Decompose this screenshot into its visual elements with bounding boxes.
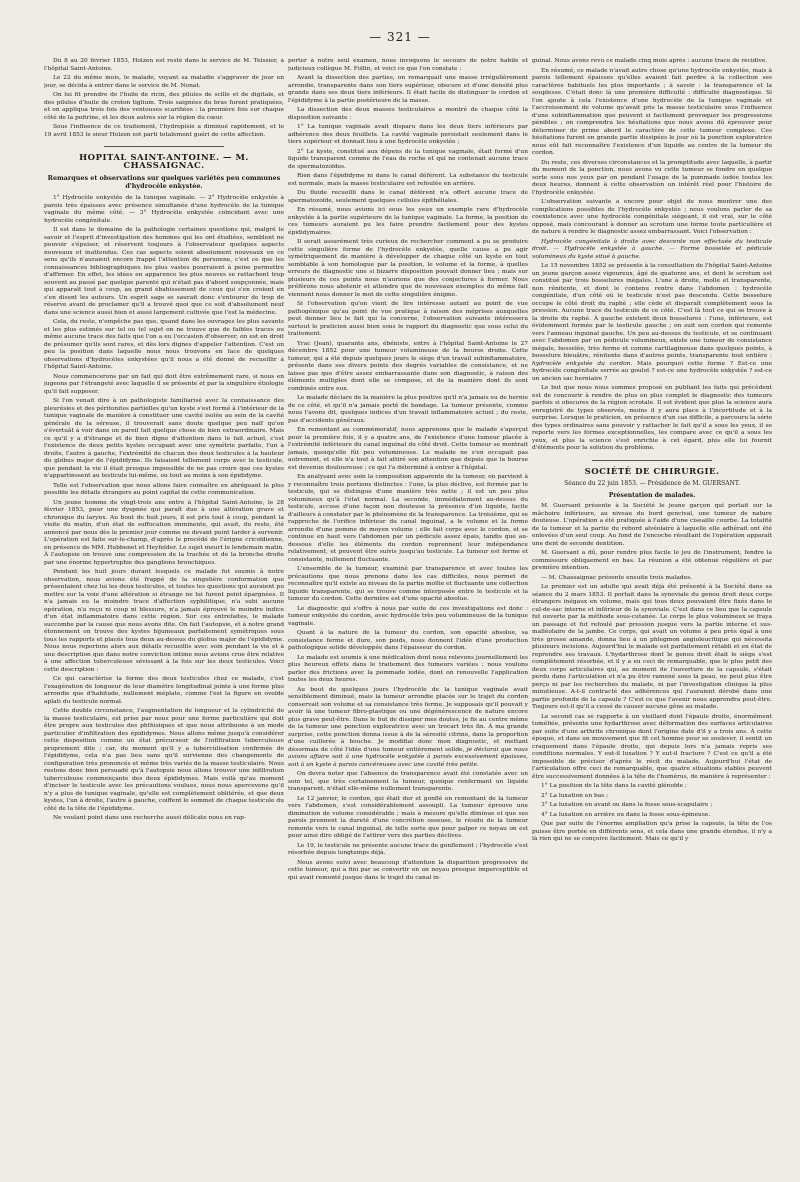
paragraph: Le premier est un adulte qui avait déjà été présenté à la Société dans sa séance du 2 mars 1853. Il portait dans la synoviale du genou droit deux corps étrangers inégaux en volume, mais qui tous deux pouvaient être fixés dans le cul-de-sac interne et inférieur de la synoviale. C'est dans ce lieu que la capsule fut ouverte par la méthode sous-cutanée. Le corps le plus volumineux se fraya un passage et fut refoulé par pression jusque vers la partie interne et sus-malléolaire de la jambe. Ce corps, qui avait un volume à peu près égal à une très grosse amande, donna lieu à un phlegmon angioleucitique qui nécessita plusieurs incisions. Aujourd'hui le malade est parfaitement rétabli et en état de reprendre ses travaux. L'hydarthrose dont le genou droit était le siège s'est complètement résorbée, et il y a eu ceci de remarquable, que le plus petit des deux corps articulaires qui, au moment de l'ouverture de la capsule, s'était perdu dans l'articulation et n'a pu être ramené sous la peau, ne peut plus être perçu ni par les recherches du malade, ni par l'investigation clinique la plus minutieuse. A-t-il contracté des adhérences qui l'auraient dérobé dans une partie profonde de la capsule ? C'est ce que l'avenir nous apprendra peut-être. Toujours est-il qu'il a cessé de causer aucune gêne au malade. <box>532 584 772 710</box>
paragraph: Un jeune homme de vingt-trois ans entre à l'hôpital Saint-Antoine, le 28 février 1853, pour une dyspnée qui paraît due à une altération grave et chronique du larynx. Au bout de huit jours, il est pris tout à coup, pendant la visite du matin, d'un état de suffocation imminente, qui avait, du reste, été annoncé par nous dès le premier jour comme ne devant point tarder à survenir. L'opération est faite sur-le-champ, d'après le procédé de l'érigne cricoïdienne, en présence de MM. Hubbenet et Heyfelder. Le sujet meurt le lendemain matin. À l'autopsie on trouve une compression de la trachée et de la bronche droite par une énorme hypertrophie des ganglions bronchiques. <box>44 499 284 566</box>
paragraph: Ce qui caractérise la forme des deux testicules chez ce malade, c'est l'exagération de longueur de leur diamètre longitudinal jointe à une forme plus arrondie que d'habitude, nullement méplate, comme l'est la figure en ovoïde aplati du testicule normal. <box>44 676 284 705</box>
paragraph: On lui fit prendre de l'huile de ricin, des pilules de scille et de digitale, et des pilules d'huile de croton tiglium. Trois saignées du bras furent pratiquées, et on appliqua trois fois des ventouses scarifiées : la première fois sur chaque côté de la poitrine, et les deux autres sur la région du cœur. <box>44 92 284 121</box>
paragraph: Du reste, ces diverses circonstances et la promptitude avec laquelle, à partir du moment de la ponction, nous avons vu cette tumeur se fondre en quelque sorte sous nos yeux par on pendant l'usage de la pommade iodée toutes les deux heures, donnent à cette observation un intérêt réel pour l'histoire de l'hydrocèle enkystée. <box>532 159 772 196</box>
paragraph: M. Guersant présente à la Société le jeune garçon qui portait sur la mâchoire inférieure, au niveau du bord gencival, une tumeur de nature douteuse. L'opération a été pratiquée à l'aide d'une ciseaille courbe. La totalité de la tumeur et la partie du rebord alvéolaire à laquelle elle adhérait ont été enlevées d'un seul coup. Au fond de l'encoche résultant de l'opération apparaît une dent de seconde dentition. <box>532 503 772 547</box>
list-item: 1° La position de la tête dans la cavité glénoïde ; <box>541 783 687 789</box>
paragraph: M. Guersant a dû, pour rendre plus facile le jeu de l'instrument, fendre la commissure obliquement en bas. La réunion a été obtenue régulière et par première intention. <box>532 550 772 571</box>
divider <box>104 146 224 147</box>
paragraph: Ne voulant point dans une recherche aussi délicate nous en rap- <box>53 815 246 821</box>
paragraph: L'observation suivante a encore pour objet de nous montrer une des complications possibles de l'hydrocèle enkystée ; nous voulons parler de sa coexistence avec une hydrocèle congénitale siégeant, il est vrai, sur le côté opposé, mais concourant à donner au scrotum une forme toute particulière et de nature à rendre le diagnostic assez embarrassant. Voici l'observation : <box>532 199 772 235</box>
paragraph: Si l'observation qu'on vient de lire intéresse autant au point de vue pathogénique qu'au point de vue pratique à raison des méprises auxquelles peut donner lieu le fait qui la concerne, l'observation suivante intéressera surtout le praticien aussi bien sous le rapport du diagnostic que sous celui du traitement. <box>288 301 528 337</box>
paragraph <box>288 687 528 770</box>
article-title: Remarques et observations sur quelques variétés peu communes d'hydrocèle enkystée. <box>47 174 281 190</box>
paragraph: guinal. Nous avons revu ce malade cinq mois après : aucune trace de récidive. <box>532 58 768 64</box>
paragraph <box>532 263 772 383</box>
paragraph: Cette double circonstance, l'augmentation de longueur et la cylindricité de la masse testiculaire, est prise par nous pour une forme particulière qui doit être propre aux testicules des phthisiques et que nous attribuons à un mode particulier d'infiltration des épididymes. Nous allons même jusqu'à considérer cette disposition comme un état précurseur de l'infiltration tuberculeuse proprement dite ; car, du moment qu'il y a tuberculisation confirmée de l'épididyme, cela n'a pas lieu sans qu'il survienne des changements de configuration très prononcés et même très variés de la masse testiculaire. Nous restons donc bien persuadé qu'à l'autopsie nous allons trouver une infiltration tuberculeuse commençante des deux épididymes. Mais voilà qu'au moment d'inciser le testicule avec les précautions voulues, nous nous apercevons qu'il n'y a plus de tunique vaginale, qu'elle est complètement oblitérée, et que deux kystes, l'un à droite, l'autre à gauche, coiffent le sommet de chaque testicule du côté de la tête de l'épididyme. <box>44 708 284 812</box>
paragraph: porter à notre seul examen, nous invoquons le secours de notre habile et judicieux collègue M. Follin, et voici ce que l'on constate : <box>288 58 528 72</box>
paragraph: En résumé, nous avions ici sous les yeux un exemple rare d'hydrocèle enkystée à la partie supérieure de la tunique vaginale. La forme, la position de ces tumeurs auraient pu les faire prendre facilement pour des kystes épididymaires. <box>288 207 528 236</box>
paragraph: Le 22 du même mois, le malade, voyant sa maladie s'aggraver de jour en jour, se décida à entrer dans le service de M. Nonat. <box>44 75 284 89</box>
subheading: Présentation de malades. <box>608 491 696 499</box>
paragraph: — M. Chassaignac présente ensuite trois malades. <box>541 574 693 581</box>
paragraph-text: Au bout de quelques jours l'hydrocèle de la tunique vaginale avait sensiblement diminué, mais la tumeur arrondie placée sur le trajet du cordon conservait son volume et sa consistance très ferme. Je supposais qu'il pouvait y avoir là une tumeur fibro-plastique ou une dégénérescence de nature encore plus grave peut-être. Dans le but de dissiper mes doutes, je fis au centre même de la tumeur une ponction exploratrice avec un trocart très fin. À ma grande surprise, cette ponction donna issue à de la sérosité citrine, dans la proportion d'une cuillerée à bouche. Je modifiai donc mon diagnostic, et mettant désormais de côté l'idée d'une tumeur entièrement solide, <box>288 686 528 753</box>
list-item: 3° La luxation en avant ou dans la fosse sous-scapulaire ; <box>541 802 713 808</box>
paragraph: 1° La tunique vaginale avait disparu dans les deux tiers inférieurs par adhérence des deux feuillets. La cavité vaginale persistait seulement dans le tiers supérieur et donnait lieu à une hydrocèle enkystée ; <box>288 124 528 145</box>
emphasis-text: hydrocèle enkystée du cordon. <box>532 360 633 367</box>
emphasis-text: je déclarai que nous avions affaire soit à une hydrocèle enkystée à parois excessivement épaisses, soit à un kyste à parois cancéreuses avec une cavité très petite. <box>288 746 528 768</box>
paragraph: Il serait assurément très curieux de rechercher comment a pu se produire cette singulière forme de l'hydrocèle enkystée, quelle cause a pu agir symétriquement de manière à développer de chaque côté un kyste en tout semblable à son homologue par la position, le volume et la forme, à quelles erreurs de diagnostic une si bizarre disposition pouvait donner lieu ; mais sur plusieurs de ces points nous n'aurions que des conjectures à former. Nous préférons nous abstenir et attendre que de nouveaux exemples du même fait viennent nous donner le mot de cette singulière énigme. <box>288 239 528 298</box>
column-left <box>44 58 284 1166</box>
paragraph: En résumé, ce malade n'avait autre chose qu'une hydrocèle enkystée, mais à parois tellement épaisses qu'elles avaient fait perdre à la collection ses caractères habituels les plus importants ; à savoir : la transparence et la souplesse. C'était donc là une première difficulté : difficulté diagnostique. Si l'on ajoute à cela l'existence d'une hydrocèle de la tunique vaginale et l'accroissement de volume qu'avait pris la masse testiculaire sous l'influence d'une subinflammation que peuvent si facilement provoquer les progressions pénibles ; on comprendra les hésitations que nous avons dû éprouver pour déterminer de prime abord le caractère de cette tumeur complexe. Ces hésitations furent en grande partie dissipées le jour où la ponction exploratrice nous eût fait reconnaître l'existence d'un liquide au centre de la tumeur du cordon. <box>532 67 772 156</box>
paragraph: Nous commencerons par un fait qui doit être extrêmement rare, si nous en jugeons par l'étrangeté avec laquelle il se présente et par la singulière étiologie qu'il fait supposer. <box>44 373 284 395</box>
paragraph: Telle est l'observation que nous allons faire connaître en abrégeant le plus possible les détails étrangers au point capital de cette communication. <box>44 482 284 496</box>
article-summary: 1° Hydrocèle enkystée de la tunique vaginale. — 2° Hydrocèle enkystée à parois très épaisses avec présence simultanée d'une hydrocèle de la tunique vaginale du même côté. — 3° Hydrocèle enkystée coïncidant avec une hydrocèle congénitale. <box>44 195 284 224</box>
paragraph: 2° Le kyste, constitué aux dépens de la tunique vaginale, était formé d'un liquide transparent comme de l'eau de roche et qui ne contenait aucune trace de spermatozoïdes. <box>288 148 528 170</box>
paragraph: Du fluide recueilli dans le canal déférent n'a offert aucune trace de spermatozoïde, seulement quelques cellules épithéliales. <box>288 190 528 204</box>
page-number: — 321 — <box>369 30 431 44</box>
paragraph: Le but que nous nous sommes proposé en publiant les faits qui précèdent est de concourir à rendre de plus en plus complet le diagnostic des tumeurs parfois si obscures de la région scrotale. Il est évident que plus la science aura enregistré de types observés, moins il y aura place à l'incertitude et à la surprise. Lorsque le praticien, en présence d'un cas difficile, a parcouru la série des types ordinaires sans pouvoir y rattacher le fait qu'il a sous les yeux, il se reporte vers les formes exceptionnelles, les compare avec ce qu'il a sous les yeux, et plus la science s'est enrichie à cet égard, plus elle lui fournit d'éléments pour la solution du problème. <box>532 385 772 451</box>
paragraph: Quant à la nature de la tumeur du cordon, son opacité absolue, sa consistance ferme et dure, son poids, nous donnent l'idée d'une production pathologique solide développée dans l'épaisseur du cordon. <box>288 630 528 651</box>
paragraph: Le malade est soumis à une médication dont nous relevons journellement les plus heureux effets dans le traitement des tumeurs variées : nous voulons parler des frictions avec la pommade iodée, dont on renouvelle l'application toutes les deux heures. <box>288 654 528 683</box>
paragraph: Avant la dissection des parties, on remarquait une masse irrégulièrement arrondie, transparente dans son tiers supérieur, obscure et d'une densité plus grande dans ses deux tiers inférieurs. Il était facile de distinguer le cordon et l'épididyme à la partie postérieure de la masse. <box>288 75 528 104</box>
paragraph: Si l'on venait dire à un pathologiste familiarisé avec la connaissance des pleurésies et des péritonites partielles qu'un kyste s'est formé à l'intérieur de la tunique vaginale de manière à constituer une cavité isolée au sein de la cavité générale de la séreuse, il trouverait sans doute quelque peu naïf qu'on s'évertuât à voir dans un pareil fait quelque chose de bien extraordinaire. Mais ce qu'il y a d'étrange et de bien digne d'attention dans le fait actuel, c'est l'existence de deux petits kystes occupant avec une symétrie parfaite, l'un à droite, l'autre à gauche, l'extrémité de chacun des deux testicules à la hauteur du globus major de l'épididyme. Ils faisaient tellement corps avec le testicule, que pendant la vie il était presque impossible de ne pas croire que ces kystes n'appartinssent au testicule lui-même, ou tout au moins à son épididyme. <box>44 398 284 479</box>
paragraph-text: Le 15 novembre 1852 se présente à la consultation de l'hôpital Saint-Antoine un jeune garçon assez vigoureux, âgé de quatorze ans, et dont le scrotum est constitué par trois bosselures inégales. L'une à droite, molle et transparente, non rénitente, et dont le contenu rentre dans l'abdomen : hydrocèle congénitale, d'un côté où le testicule n'est pas descendu. Cette bosselure occupe le côté droit du raphé ; elle cède et disparaît complètement sous la pression. Aucune trace du testicule de ce côté. C'est là tout ce qui se trouve à la droite du raphé. À gauche existent deux bosselures : l'une, inférieure, est évidemment formée par le testicule gauche ; on suit son cordon qui remonte vers l'anneau inguinal gauche. Un peu au-dessus du testicule, et se continuant avec l'abdomen par un pédicule volumineux, existe une tumeur de consistance inégale, bosselée, très ferme et comme cartilagineuse dans quelques points, à bosselure bleuâtre, rénitente dans d'autres points, transparente tout entière : <box>532 263 772 359</box>
case-title: Hydrocèle congénitale à droite avec descente non effectuée du testicule droit. — Hydrocèle enkystée à gauche. — Forme bosselée et pédicule volumineux du kyste situé à gauche. <box>532 238 772 260</box>
list-item: 2° La luxation en bas ; <box>541 792 609 799</box>
section-heading: SOCIÉTÉ DE CHIRURGIE. <box>584 466 720 477</box>
divider <box>592 460 712 461</box>
paragraph: Le 19, le testicule ne présente aucune trace de gonflement ; l'hydrocèle s'est résorbée depuis longtemps déjà. <box>288 842 528 856</box>
paragraph: Que par suite de l'énorme ampliation qu'a prise la capsule, la tête de l'os puisse être portée en différents sens, et cela dans une grande étendue, il n'y a là rien qui ne se conçoive facilement. Mais ce qu'il y <box>532 821 772 842</box>
paragraph: Le second cas se rapporte à un vieillard dont l'épaule droite, énormément tuméfiée, présente une hydarthrose avec déformation des surfaces articulaires par suite d'une arthrite chronique dont l'origine date d'il y a trois ans. À cette époque, et dans un mouvement que fit cet homme pour se soulever, il sentit un craquement dans l'épaule droite, qui depuis lors n'a jamais repris ses conditions normales. Y eut-il luxation ? Y eut-il fracture ? C'est ce qu'il a été impossible de préciser d'après le récit du malade. Aujourd'hui l'état de l'articulation offre ceci de remarquable, que quatre situations stables peuvent être successivement données à la tête de l'humérus, de manière à représenter : <box>532 713 772 780</box>
session-line: Séance du 22 juin 1853. — Présidence de M. GUERSANT. <box>564 480 740 487</box>
paragraph: La dissection des deux masses testiculaires a montré de chaque côté la disposition suivante : <box>288 107 528 121</box>
paragraph: L'ensemble de la tumeur, examiné par transparence et avec toutes les précautions que nous prenons dans les cas difficiles, nous permet de reconnaître qu'il existe au niveau de la partie mollie et fluctuante une collection liquide transparente, qui se trouve comme interposée entre le testicule et la tumeur du cordon. Cette dernière est d'une opacité absolue. <box>288 566 528 602</box>
paragraph: Le malade déclare de la manière la plus positive qu'il n'a jamais eu de hernie de ce côté, et qu'il n'a jamais porté de bandage. La tumeur présente, comme nous l'avons dit, quelques indices d'un travail inflammatoire actuel ; du reste, pas d'accidents généraux. <box>288 395 528 424</box>
paragraph: Pendant les huit jours durant lesquels ce malade fut soumis à notre observation, nous avions été frappé de la singulière conformation que présentaient chez lui les deux testicules, et toutes les questions qui auraient pu mettre sur la voie d'une altération si étrange ne lui furent point épargnées. Il n'a jamais eu la moindre trace d'affection syphilitique, n'a subi aucune opération, n'a reçu ni coup ni blessure, n'a jamais éprouvé le moindre indice d'un état inflammatoire dans cette région. Sur ces entrefaites, le malade succombe par la cause que nous avons dite. On fait l'autopsie, et à notre grand étonnement on trouve des kystes bijumeaux parfaitement symétriques sous tous les rapports et placés tous deux au-dessus du globus major de l'épididyme. Nous nous reportons alors aux détails recueillis avec soin pendant la vie et à une description que dans notre conviction intime nous avions crue être relative à une affection tuberculeuse sévissant à la fois sur les deux testicules. Voici cette description : <box>44 569 284 673</box>
paragraph: Il est dans le domaine de la pathologie certaines questions qui, malgré le savoir et l'esprit d'investigation des hommes qui les ont étudiées, semblent ne pouvoir s'épuiser, et réservent toujours à l'observateur quelques aspects nouveaux et inattendus. Ces cas aspects soient absolument nouveaux en ce sens qu'ils n'auraient encore frappé l'attention de personne, c'est ce que les connaissances bibliographiques les plus vastes pourraient à peine permettre d'affirmer. En effet, les idées en apparence les plus neuves se rattachent trop souvent au passé par quelque parenté qui n'était pas d'abord soupçonnée, mais qui apparaît tout à coup, au grand ébahissement de ceux qui s'en croient en s'en disent les auteurs. Un esprit sage se saurait donc s'entourer de trop de réserve avant de proclamer qu'il a trouvé quoi que ce soit d'absolument neuf dans une science aussi bien et aussi largement cultivée que l'est la médecine. <box>44 227 284 316</box>
paragraph: Du 8 au 20 février 1853, Holzen est resté dans le service de M. Teissier, à l'hôpital Saint-Antoine. <box>44 58 284 72</box>
paragraph: En analysant avec soin la composition apparente de la tumeur, on parvient à y reconnaître trois portions distinctes : l'une, la plus déclive, est formée par le testicule, qui se distingue d'une manière très nette ; il est un peu plus volumineux qu'à l'état normal. La seconde, immédiatement au-dessus du testicule, accuse d'une façon non douteuse la présence d'un liquide, facile d'ailleurs à constater par le phénomène de la transparence. La troisième, qui se rapproche de l'orifice inférieur du canal inguinal, a le volume et la forme arrondie d'une pomme de moyen volume ; elle fait corps avec le cordon, et se continue en haut vers l'abdomen par un pédicule assez épais, tandis que au-dessous d'elle les éléments du cordon reprennent leur indépendance relativement, et peuvent être suivis jusqu'au testicule. La tumeur est ferme et consistante, nullement fluctuante. <box>288 474 528 563</box>
paragraph: Rien dans l'épididyme ni dans le canal déférent. La substance du testicule est normale, mais la masse testiculaire est refoulée en arrière. <box>288 173 528 187</box>
paragraph: Yrac (Jean), quarante ans, ébéniste, entre à l'hôpital Saint-Antoine le 27 décembre 1852 pour une tumeur volumineuse de la bourse droite. Cette tumeur, qui a été depuis quelques jours le siège d'un travail subinflammatoire, présente dans ses divers points des degrés variables de consistance, et ne laisse pas que d'être assez embarrassante dans son diagnostic, à raison des éléments multiples dont elle se compose, et de la manière dont ils sont combinés entre eux. <box>288 340 528 392</box>
paragraph: En remontant au commémoratif, nous apprenons que le malade s'aperçut pour la première fois, il y a quatre ans, de l'existence d'une tumeur placée à l'extrémité inférieure du canal inguinal du côté droit. Cette tumeur se montrait jamais, quoiqu'elle fût peu volumineuse. Le malade ne s'en occupait pas autrement, et elle n'a tout à fait attiré son attention que depuis que la bourse est devenue douloureuse ; ce qui l'a déterminé à entrer à l'hôpital. <box>288 427 528 471</box>
paragraph: On devra noter que l'absence de transparence avait été constatée avec un soin tel, que très certainement la tumeur, quoique renfermant un liquide transparent, n'était elle-même nullement transparente. <box>288 771 528 792</box>
column-right <box>532 58 772 1166</box>
column-middle <box>288 58 528 1166</box>
paragraph: Nous avons suivi avec beaucoup d'attention la disparition progressive de cette tumeur, qui a fini par se convertir en un noyau presque imperceptible et qui avait remonté jusque dans le trajet du canal in- <box>288 859 528 881</box>
paragraph: Le 12 janvier, le cordon, qui était dur et gonflé en remontant de la tumeur vers l'abdomen, s'est considérablement assoupli. La tumeur éprouve une diminution de volume considérable ; mais à mesure qu'elle diminue et que ses parois prennent la dureté d'une concrétion osseuse, le résidu de la tumeur remonte vers le canal inguinal, de telle sorte que pour palper ce noyau on est pour ainsi dire obligé de l'attirer vers des parties déclives. <box>288 795 528 839</box>
section-heading: HOPITAL SAINT-ANTOINE. — M. CHASSAIGNAC. <box>79 153 249 171</box>
paragraph: Le diagnostic qui s'offre à nous par suite de ces investigations est donc : tumeur enkystée du cordon, avec hydrocèle très peu volumineuse de la tunique vaginale. <box>288 605 528 627</box>
list-item: 4° La luxation en arrière ou dans la fosse sous-épineuse. <box>541 811 711 818</box>
paragraph-text: Mais pourquoi cette forme ? Est-ce une hydrocèle congénitale serrée au goulot ? est-ce une hydrocèle enkystée ? est-ce un ancien sac herniaire ? <box>532 360 772 382</box>
paragraph: Sous l'influence de ce traitement, l'hydropisie a diminué rapidement, et le 19 avril 1853 le sieur Holzen est parti totalement guéri de cette affection. <box>44 124 284 138</box>
paragraph: Cela, du reste, n'empêche pas que, quand dans les ouvrages les plus savants et les plus estimés sur tel ou tel sujet on ne trouve que de faibles traces ou même aucune trace des faits que l'on a eu l'occasion d'observer, on est en droit de présumer qu'ils sont rares, et dès lors dignes d'appeler l'attention. C'est un peu la position dans laquelle nous nous trouvons en face de quelques observations d'hydrocèles enkystées qu'il nous a été donné de recueillir à l'hôpital Saint-Antoine. <box>44 319 284 370</box>
